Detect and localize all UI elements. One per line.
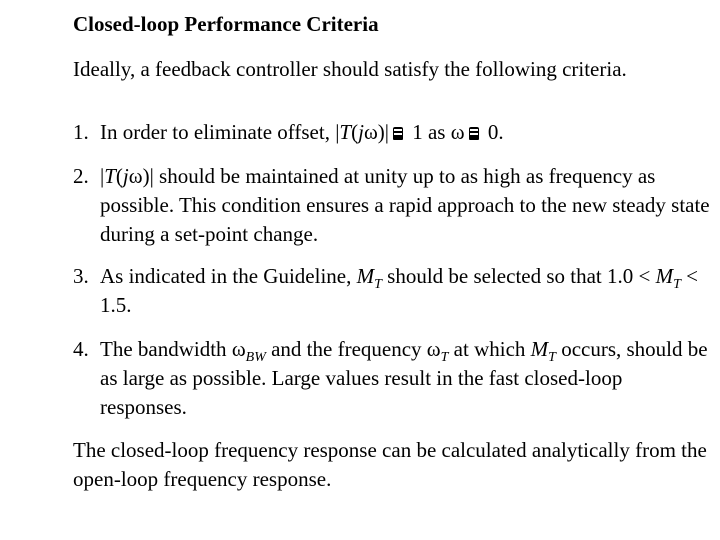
- math-paren-open: (: [115, 164, 123, 188]
- math-omega: ω: [426, 337, 441, 361]
- criterion-part: occurs, should be as large as possible. Large values result in the fast closed-loop responses.: [100, 337, 708, 419]
- math-paren-close: )|: [142, 164, 154, 188]
- criterion-number: 2.: [73, 164, 89, 188]
- math-paren-close: )|: [377, 120, 389, 144]
- math-j: j: [122, 164, 129, 188]
- math-M: M: [356, 264, 375, 288]
- criterion-part: and the frequency: [265, 337, 427, 361]
- criterion-lead: In order to eliminate offset, |: [100, 120, 340, 144]
- criterion-number: 1.: [73, 120, 89, 144]
- math-T: T: [104, 164, 116, 188]
- criterion-mid: 1 as: [406, 120, 451, 144]
- math-M: M: [655, 264, 674, 288]
- math-subscript: T: [374, 277, 382, 292]
- math-subscript: T: [673, 277, 681, 292]
- criterion-text: [100, 162, 713, 249]
- criterion-4: [73, 335, 713, 422]
- criterion-text: [100, 335, 713, 422]
- math-bar: |: [100, 164, 105, 188]
- criterion-text: [100, 118, 713, 147]
- intro-paragraph: Ideally, a feedback controller should satisfy the following criteria.: [73, 57, 627, 81]
- criterion-text: [100, 262, 713, 320]
- math-subscript: T: [440, 350, 449, 365]
- math-omega: ω: [363, 120, 378, 144]
- criterion-number: 3.: [73, 264, 89, 288]
- outro-paragraph: The closed-loop frequency response can be calculated analytically from the open-loop frequency response.: [73, 438, 707, 491]
- math-M: M: [530, 337, 549, 361]
- criterion-number: 4.: [73, 337, 89, 361]
- math-j: j: [358, 120, 364, 144]
- math-subscript: T: [548, 350, 556, 365]
- approach-arrow-icon: [469, 127, 479, 140]
- math-paren-open: (: [351, 120, 359, 144]
- criterion-part: at which: [448, 337, 531, 361]
- criterion-part: < 1.5.: [100, 264, 699, 317]
- criterion-tail: 0.: [482, 120, 504, 144]
- math-omega: ω: [128, 164, 143, 188]
- criterion-1: [73, 118, 713, 147]
- math-omega: ω: [450, 120, 465, 144]
- criterion-2: [73, 162, 713, 249]
- math-T: T: [339, 120, 352, 144]
- math-subscript: BW: [245, 350, 266, 365]
- math-omega: ω: [231, 337, 246, 361]
- approach-arrow-icon: [393, 127, 403, 140]
- criterion-part: The bandwidth: [100, 337, 232, 361]
- criterion-part: As indicated in the Guideline,: [100, 264, 357, 288]
- slide-title: Closed-loop Performance Criteria: [73, 12, 379, 36]
- criterion-body: should be maintained at unity up to as high as frequency as possible. This condition ensures a rapid approach to the new steady state during a set-point change.: [100, 164, 710, 246]
- criterion-3: [73, 262, 713, 320]
- criterion-part: should be selected so that 1.0 <: [381, 264, 656, 288]
